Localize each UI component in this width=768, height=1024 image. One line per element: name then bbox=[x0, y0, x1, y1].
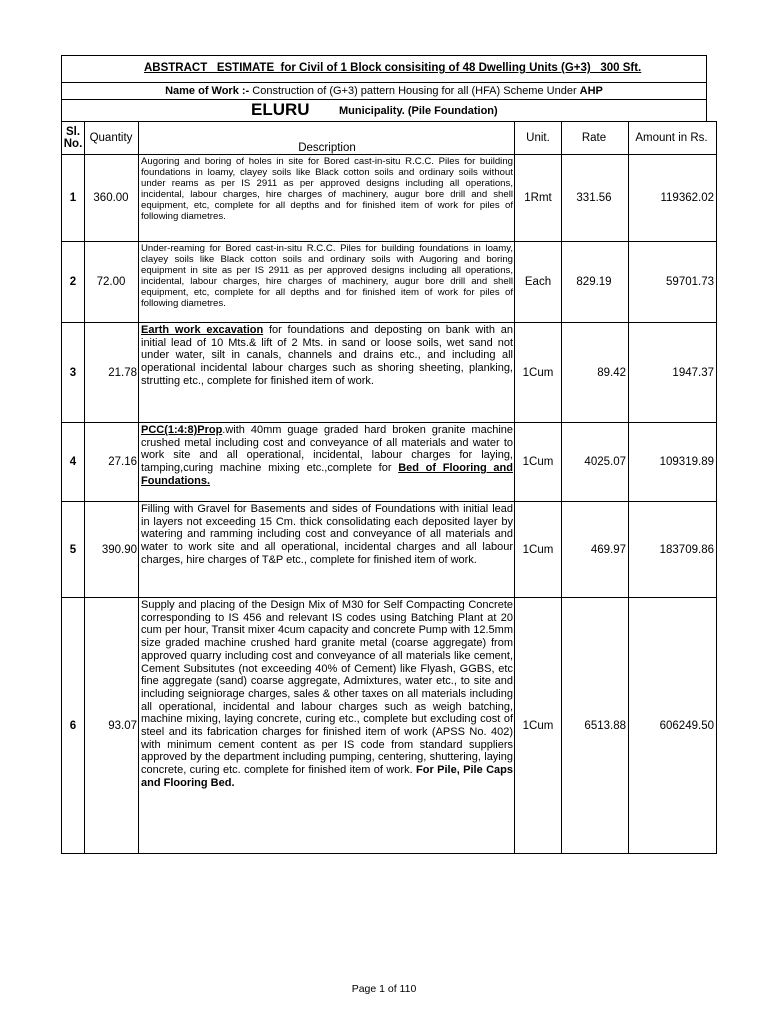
col-quantity: Quantity bbox=[85, 122, 139, 155]
row-description bbox=[139, 323, 515, 423]
municipality-label: Municipality. (Pile Foundation) bbox=[339, 105, 498, 117]
row-unit: 1Cum bbox=[515, 598, 562, 854]
row-sl: 6 bbox=[62, 598, 85, 854]
col-unit: Unit. bbox=[515, 122, 562, 155]
row-quantity: 27.16 bbox=[85, 423, 139, 502]
row-description: Filling with Gravel for Basements and sides of Foundations with initial lead in layers not exceeding 15 Cm. thick consolidating each deposited layer by watering and ramming including cost and conveyance of all materials and water to work site and all operational, incidental charges and all labour charges, hire charges of T&P etc., complete for finished item of work. bbox=[139, 502, 515, 598]
table-row bbox=[62, 423, 717, 502]
description-lead: PCC(1:4:8)Prop bbox=[141, 424, 223, 436]
row-rate: 829.19 bbox=[562, 242, 629, 323]
col-rate: Rate bbox=[562, 122, 629, 155]
row-sl: 4 bbox=[62, 423, 85, 502]
row-unit: Each bbox=[515, 242, 562, 323]
page-number: Page 1 of 110 bbox=[351, 983, 417, 995]
col-amount: Amount in Rs. bbox=[629, 122, 717, 155]
description-body: Supply and placing of the Design Mix of M30 for Self Compacting Concrete corresponding to IS 456 and relevant IS codes using Batching Plant at 20 cum per hour, Transit mixer 4cum capacity and concrete Pump with 12.5mm size graded machine crushed hard granite metal (coarse aggregate) from approved quarry including cost and conveyance of all materials like cement, Cement Subsitutes (not exceeding 40% of Cement) like Flyash, GGBS, etc fine aggregate (sand) coarse aggregate, Admixtures, water etc., to site and including seigniorage charges, sales & other taxes on all materials including all operational, incidental and labour charges such as weigh batching, machine mixing, laying concrete, curing etc., complete but excluding cost of steel and its fabrication charges for finished item of work (APSS No. 402) with minimum cement content as per IS code from standard suppliers approved by the department including pumping, centering, shuttering, laying concrete, curing etc. complete for finished item of work. bbox=[141, 599, 513, 777]
description-body: .with 40mm guage graded hard broken granite machine crushed metal including cost and conveyance of all materials and water to work site and all operational, incidental, labour charges for laying, tamping,curing machine mixing etc.,complete for bbox=[141, 424, 513, 475]
table-row bbox=[62, 242, 717, 323]
row-sl: 1 bbox=[62, 155, 85, 242]
row-description bbox=[139, 423, 515, 502]
name-of-work-label: Name of Work :- bbox=[165, 85, 250, 97]
table-header-row bbox=[62, 122, 717, 155]
row-rate: 331.56 bbox=[562, 155, 629, 242]
city-name: ELURU bbox=[251, 100, 310, 119]
row-sl: 5 bbox=[62, 502, 85, 598]
location-row bbox=[61, 99, 707, 121]
description-tail: For Pile, Pile Caps and Flooring Bed. bbox=[141, 764, 513, 789]
row-amount: 1947.37 bbox=[629, 323, 717, 423]
row-description bbox=[139, 598, 515, 854]
row-description: Augoring and boring of holes in site for Bored cast-in-situ R.C.C. Piles for building foundations in loamy, clayey soils like Black cotton soils and ordinary soils without under reams as per IS 2911 as per approved designs including all operations, incidental, labour charges, hire charges of machinery, augur bore drill and shell equipment, etc, complete for all depths and for finished item of work for piles of following diametres. bbox=[139, 155, 515, 242]
name-of-work-row bbox=[61, 82, 707, 99]
row-quantity: 360.00 bbox=[85, 155, 139, 242]
row-quantity: 390.90 bbox=[85, 502, 139, 598]
row-description: Under-reaming for Bored cast-in-situ R.C.C. Piles for building foundations in loamy, clayey soils like Black cotton soils and ordinary soils with Augoring and boring equipment in site as per IS 2911 as per approved designs including all operations, incidental, labour charges, hire charges of machinery, augur bore drill and shell equipment, etc, complete for all depths and for finished item of work for piles of following diametres. bbox=[139, 242, 515, 323]
row-sl: 3 bbox=[62, 323, 85, 423]
row-amount: 109319.89 bbox=[629, 423, 717, 502]
row-amount: 59701.73 bbox=[629, 242, 717, 323]
row-unit: 1Rmt bbox=[515, 155, 562, 242]
row-unit: 1Cum bbox=[515, 323, 562, 423]
estimate-table bbox=[61, 121, 717, 854]
table-row bbox=[62, 502, 717, 598]
description-body: for foundations and deposting on bank with an initial lead of 10 Mts.& lift of 2 Mts. in sand or loose soils, wet sand not under water, silt in canals, channels and drains etc., and including all operational incidental labour charges such as shoring sheeting, planking, strutting etc., complete for finished item of work. bbox=[141, 324, 513, 387]
description-lead: Earth work excavation bbox=[141, 324, 264, 336]
row-quantity: 93.07 bbox=[85, 598, 139, 854]
row-rate: 89.42 bbox=[562, 323, 629, 423]
estimate-sheet bbox=[61, 55, 714, 854]
col-sl: Sl. No. bbox=[62, 122, 85, 155]
row-unit: 1Cum bbox=[515, 423, 562, 502]
row-quantity: 21.78 bbox=[85, 323, 139, 423]
row-amount: 606249.50 bbox=[629, 598, 717, 854]
row-rate: 6513.88 bbox=[562, 598, 629, 854]
table-row bbox=[62, 155, 717, 242]
row-unit: 1Cum bbox=[515, 502, 562, 598]
col-description: Description bbox=[139, 122, 515, 155]
table-row bbox=[62, 598, 717, 854]
table-row bbox=[62, 323, 717, 423]
row-rate: 469.97 bbox=[562, 502, 629, 598]
row-rate: 4025.07 bbox=[562, 423, 629, 502]
row-amount: 119362.02 bbox=[629, 155, 717, 242]
row-quantity: 72.00 bbox=[85, 242, 139, 323]
scheme-name: AHP bbox=[579, 85, 603, 97]
row-amount: 183709.86 bbox=[629, 502, 717, 598]
description-tail: Bed of Flooring and Foundations. bbox=[141, 462, 513, 487]
abstract-title: ABSTRACT ESTIMATE for Civil of 1 Block consisiting of 48 Dwelling Units (G+3) 300 Sft. bbox=[144, 62, 642, 74]
row-sl: 2 bbox=[62, 242, 85, 323]
name-of-work-text: Construction of (G+3) pattern Housing for all (HFA) Scheme Under bbox=[249, 85, 580, 97]
abstract-title-row bbox=[61, 55, 707, 82]
